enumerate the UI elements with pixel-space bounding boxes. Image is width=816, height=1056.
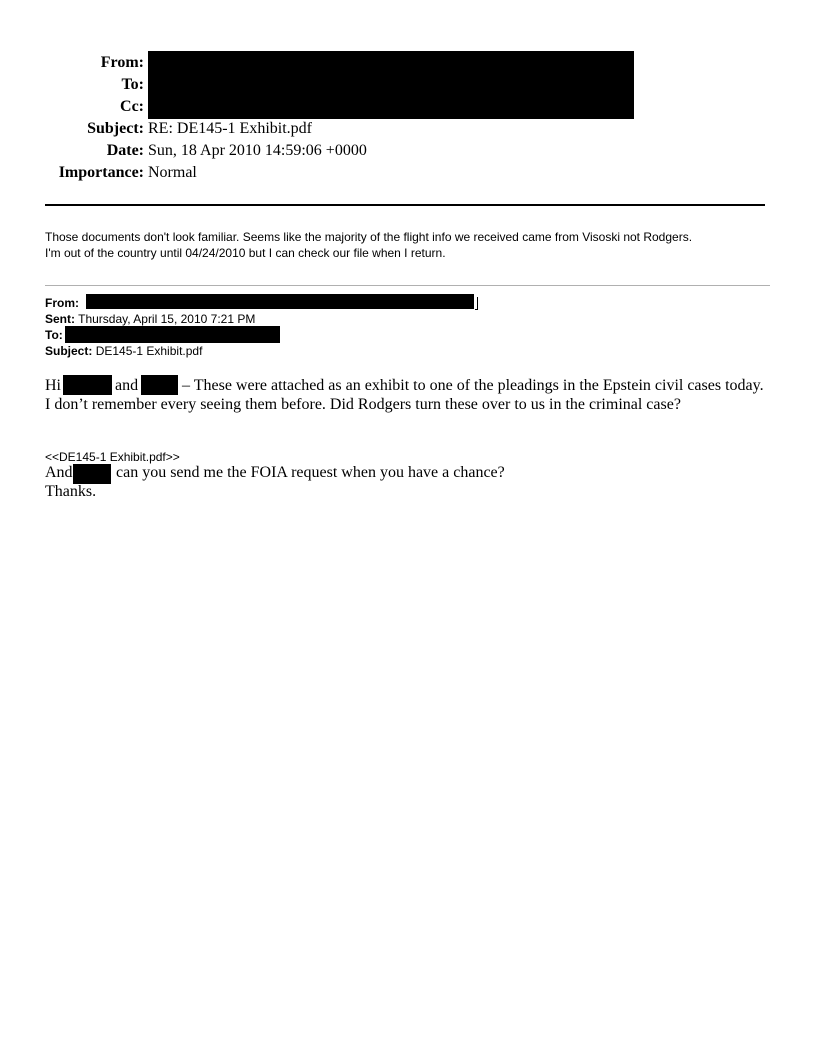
- forwarded-from-redaction: [86, 294, 474, 309]
- forwarded-subject-value: DE145-1 Exhibit.pdf: [95, 344, 203, 358]
- body-name-redaction-1: [63, 375, 112, 395]
- forwarded-to-label: To:: [45, 328, 63, 342]
- header-to-label: To:: [121, 76, 144, 93]
- body-name-redaction-3: [73, 464, 111, 484]
- forwarded-sent-label: Sent:: [45, 312, 75, 326]
- header-importance-value: Normal: [148, 164, 197, 181]
- body-line3-rest: can you send me the FOIA request when you have a chance?: [116, 464, 505, 481]
- header-from-label: From:: [100, 54, 144, 71]
- body-line1-rest: – These were attached as an exhibit to one of the pleadings in the Epstein civil cases today.: [182, 377, 764, 394]
- header-recipients-redaction: [148, 51, 634, 119]
- header-subject-label: Subject:: [87, 120, 144, 137]
- reply-body: Those documents don't look familiar. Seems like the majority of the flight info we received came from Visoski not Rodgers. I'm out of the country until 04/24/2010 but I can check our file when I return.: [45, 230, 693, 260]
- header-importance-row: [0, 162, 816, 184]
- body-and-start: And: [45, 464, 73, 481]
- forwarded-sent-value: Thursday, April 15, 2010 7:21 PM: [78, 312, 256, 326]
- attachment-reference: <<DE145-1 Exhibit.pdf>>: [45, 450, 180, 464]
- forwarded-sent-row: [45, 311, 255, 327]
- header-date-row: [0, 140, 816, 162]
- header-date-value: Sun, 18 Apr 2010 14:59:06 +0000: [148, 142, 367, 159]
- header-divider: [45, 204, 765, 206]
- forwarded-to-row: [45, 327, 63, 343]
- forwarded-subject-label: Subject:: [45, 344, 93, 358]
- header-importance-label: Importance:: [58, 164, 144, 181]
- body-line2: I don’t remember every seeing them before. Did Rodgers turn these over to us in the criminal case?: [45, 396, 681, 413]
- body-name-redaction-2: [141, 375, 178, 395]
- forwarded-from-row: [45, 295, 79, 311]
- forwarded-from-label: From:: [45, 296, 79, 310]
- header-subject-value: RE: DE145-1 Exhibit.pdf: [148, 120, 312, 137]
- body-hi: Hi: [45, 377, 61, 394]
- header-subject-row: [0, 118, 816, 140]
- forward-divider: [45, 285, 770, 286]
- redaction-bracket-mark: [475, 297, 478, 310]
- body-thanks: Thanks.: [45, 483, 97, 500]
- forwarded-to-redaction: [65, 326, 280, 343]
- forwarded-subject-row: [45, 343, 202, 359]
- body-and: and: [115, 377, 139, 394]
- header-date-label: Date:: [106, 142, 144, 159]
- header-cc-label: Cc:: [120, 98, 144, 115]
